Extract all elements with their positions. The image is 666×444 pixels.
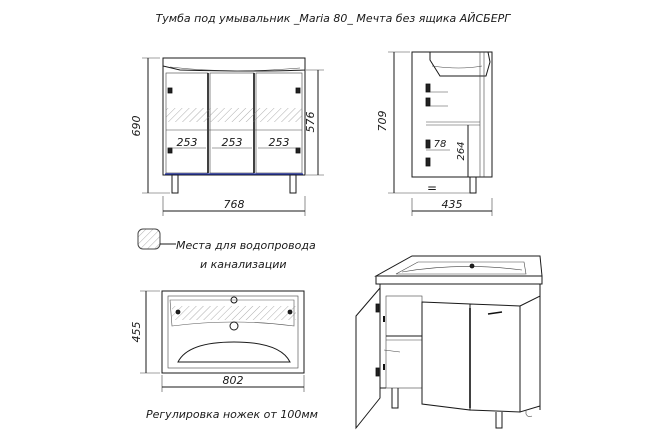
- door-closed-left: [422, 302, 470, 410]
- front-view: [130, 58, 324, 216]
- shelf-offset-label: 78: [433, 139, 447, 150]
- basin-slab: [376, 256, 542, 276]
- hinge-icon: [376, 304, 379, 312]
- section-width-label: 253: [221, 136, 243, 149]
- hinge-icon: [168, 148, 172, 153]
- side-view: [376, 52, 492, 216]
- front-width-label: 768: [223, 198, 245, 211]
- hinge-icon: [426, 140, 430, 148]
- section-width-label: 253: [176, 136, 198, 149]
- side-depth-label: 435: [441, 198, 463, 211]
- hinge-icon: [296, 148, 300, 153]
- door-middle: [210, 73, 254, 173]
- legend-line-2: и канализации: [200, 258, 287, 271]
- top-view: [130, 291, 304, 392]
- shelf-height-label: 264: [456, 141, 467, 161]
- top-depth-label: 455: [130, 321, 143, 343]
- leg-right: [290, 175, 296, 193]
- isometric-view: [356, 256, 542, 428]
- equal-mark: =: [426, 181, 438, 195]
- hinge-icon: [426, 158, 430, 166]
- legend-line-1: Места для водопровода: [176, 239, 316, 252]
- plumbing-zone-hatch: [166, 108, 302, 122]
- hinge-icon: [168, 88, 172, 93]
- handle-icon: [488, 312, 502, 314]
- top-width-label: 802: [222, 374, 244, 387]
- door-closed-right: [470, 304, 520, 412]
- top-plumbing-hatch: [172, 306, 296, 320]
- side-leg: [470, 177, 476, 193]
- leg: [392, 388, 398, 408]
- plumbing-zone-swatch: [138, 229, 160, 249]
- drawing-title: Тумба под умывальник _Maria 80_ Мечта без ящика АЙСБЕРГ: [155, 12, 511, 25]
- hinge-icon: [376, 368, 379, 376]
- hinge-icon: [296, 88, 300, 93]
- side-basin-profile: [430, 52, 490, 76]
- side-height-label: 709: [376, 110, 389, 132]
- leg: [496, 412, 502, 428]
- section-width-label: 253: [268, 136, 290, 149]
- front-height-label: 690: [130, 115, 143, 137]
- leg-left: [172, 175, 178, 193]
- hinge-icon: [426, 84, 430, 92]
- drain-icon: [230, 322, 238, 330]
- footnote: Регулировка ножек от 100мм: [146, 408, 318, 421]
- faucet-hole-icon: [470, 264, 474, 268]
- hinge-icon: [426, 98, 430, 106]
- basin-bowl: [178, 342, 290, 362]
- legend: [138, 229, 316, 271]
- front-inner-height-label: 576: [304, 111, 317, 133]
- door-right: [256, 73, 302, 173]
